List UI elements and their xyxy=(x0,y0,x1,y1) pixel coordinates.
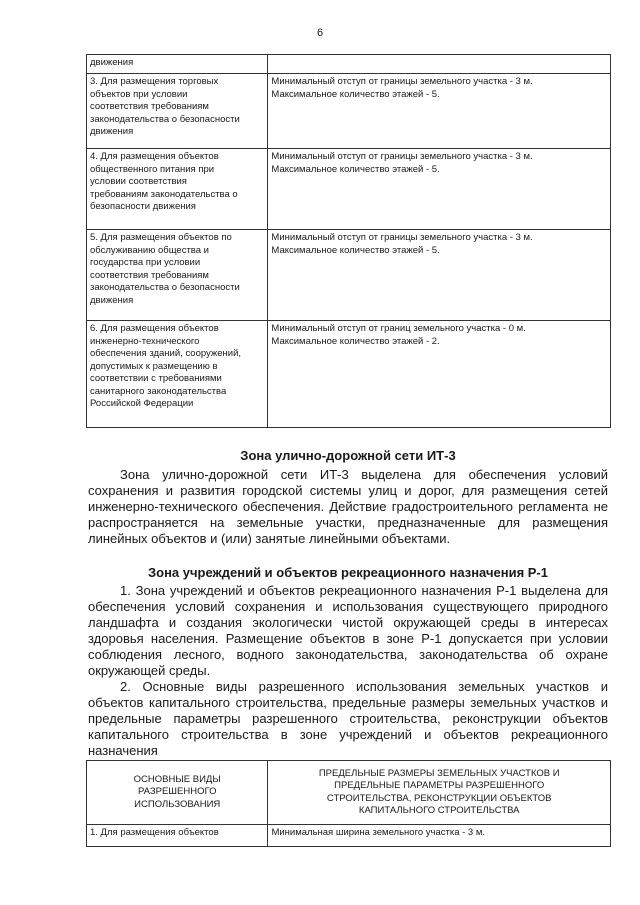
table-cell-params: Минимальная ширина земельного участка - 3 м. xyxy=(268,825,611,847)
table-cell-params xyxy=(268,55,611,74)
table-cell-use: 3. Для размещения торговых объектов при условии соответствия требованиям законодательства о безопасности движения xyxy=(87,74,268,149)
table-row xyxy=(87,230,611,321)
table-cell-use: 5. Для размещения объектов по обслуживанию общества и государства при условии соответствия требованиям законодательства о безопасности движения xyxy=(87,230,268,321)
table-header-params: ПРЕДЕЛЬНЫЕ РАЗМЕРЫ ЗЕМЕЛЬНЫХ УЧАСТКОВ И ПРЕДЕЛЬНЫЕ ПАРАМЕТРЫ РАЗРЕШЕННОГО СТРОИТЕЛЬСТВА, РЕКОНСТРУКЦИИ ОБЪЕКТОВ КАПИТАЛЬНОГО СТРОИТЕЛЬСТВА xyxy=(268,761,611,825)
table-cell-use: движения xyxy=(87,55,268,74)
table-cell-use: 6. Для размещения объектов инженерно-технического обеспечения зданий, сооружений, допустимых к размещению в соответствии с требованиями санитарного законодательства Российской Федерации xyxy=(87,321,268,428)
paragraph-r1-1: 1. Зона учреждений и объектов рекреационного назначения Р-1 выделена для обеспечения условий сохранения и использования существующего природного ландшафта и создания экологически чистой окружающей среды в интересах здоровья населения. Размещение объектов в зоне Р-1 допускается при условии соблюдения лесного, водного законодательства, законодательства об охране окружающей среды. xyxy=(88,583,608,678)
zoning-table-upper xyxy=(86,54,611,428)
table-cell-params: Минимальный отступ от границ земельного участка - 0 м. Максимальное количество этажей - 2. xyxy=(268,321,611,428)
table-cell-use: 4. Для размещения объектов общественного питания при условии соответствия требованиям законодательства о безопасности движения xyxy=(87,149,268,230)
paragraph-r1-2: 2. Основные виды разрешенного использования земельных участков и объектов капитального строительства, предельные размеры земельных участков и предельные параметры разрешенного строительства, реконструкции объектов капитального строительства в зоне учреждений и объектов рекреационного назначения xyxy=(88,679,608,758)
table-cell-params: Минимальный отступ от границы земельного участка - 3 м. Максимальное количество этажей - 5. xyxy=(268,74,611,149)
table-row xyxy=(87,321,611,428)
table-row xyxy=(87,74,611,149)
zoning-table-r1 xyxy=(86,760,611,847)
table-cell-params: Минимальный отступ от границы земельного участка - 3 м. Максимальное количество этажей - 5. xyxy=(268,230,611,321)
table-row xyxy=(87,825,611,847)
page-number: 6 xyxy=(316,27,324,39)
table-header-row xyxy=(87,761,611,825)
table-header-use: ОСНОВНЫЕ ВИДЫ РАЗРЕШЕННОГО ИСПОЛЬЗОВАНИЯ xyxy=(87,761,268,825)
section-heading-r1: Зона учреждений и объектов рекреационного назначения Р-1 xyxy=(147,565,548,580)
table-row xyxy=(87,55,611,74)
table-cell-use: 1. Для размещения объектов xyxy=(87,825,268,847)
section-heading-it3: Зона улично-дорожной сети ИТ-3 xyxy=(240,448,456,463)
paragraph-it3: Зона улично-дорожной сети ИТ-3 выделена для обеспечения условий сохранения и развития городской системы улиц и дорог, для размещения сетей инженерно-технического обеспечения. Действие градостроительного регламента не распространяется на земельные участки, предназначенные для размещения линейных объектов и (или) занятые линейными объектами. xyxy=(88,467,608,546)
table-row xyxy=(87,149,611,230)
table-cell-params: Минимальный отступ от границы земельного участка - 3 м. Максимальное количество этажей - 5. xyxy=(268,149,611,230)
